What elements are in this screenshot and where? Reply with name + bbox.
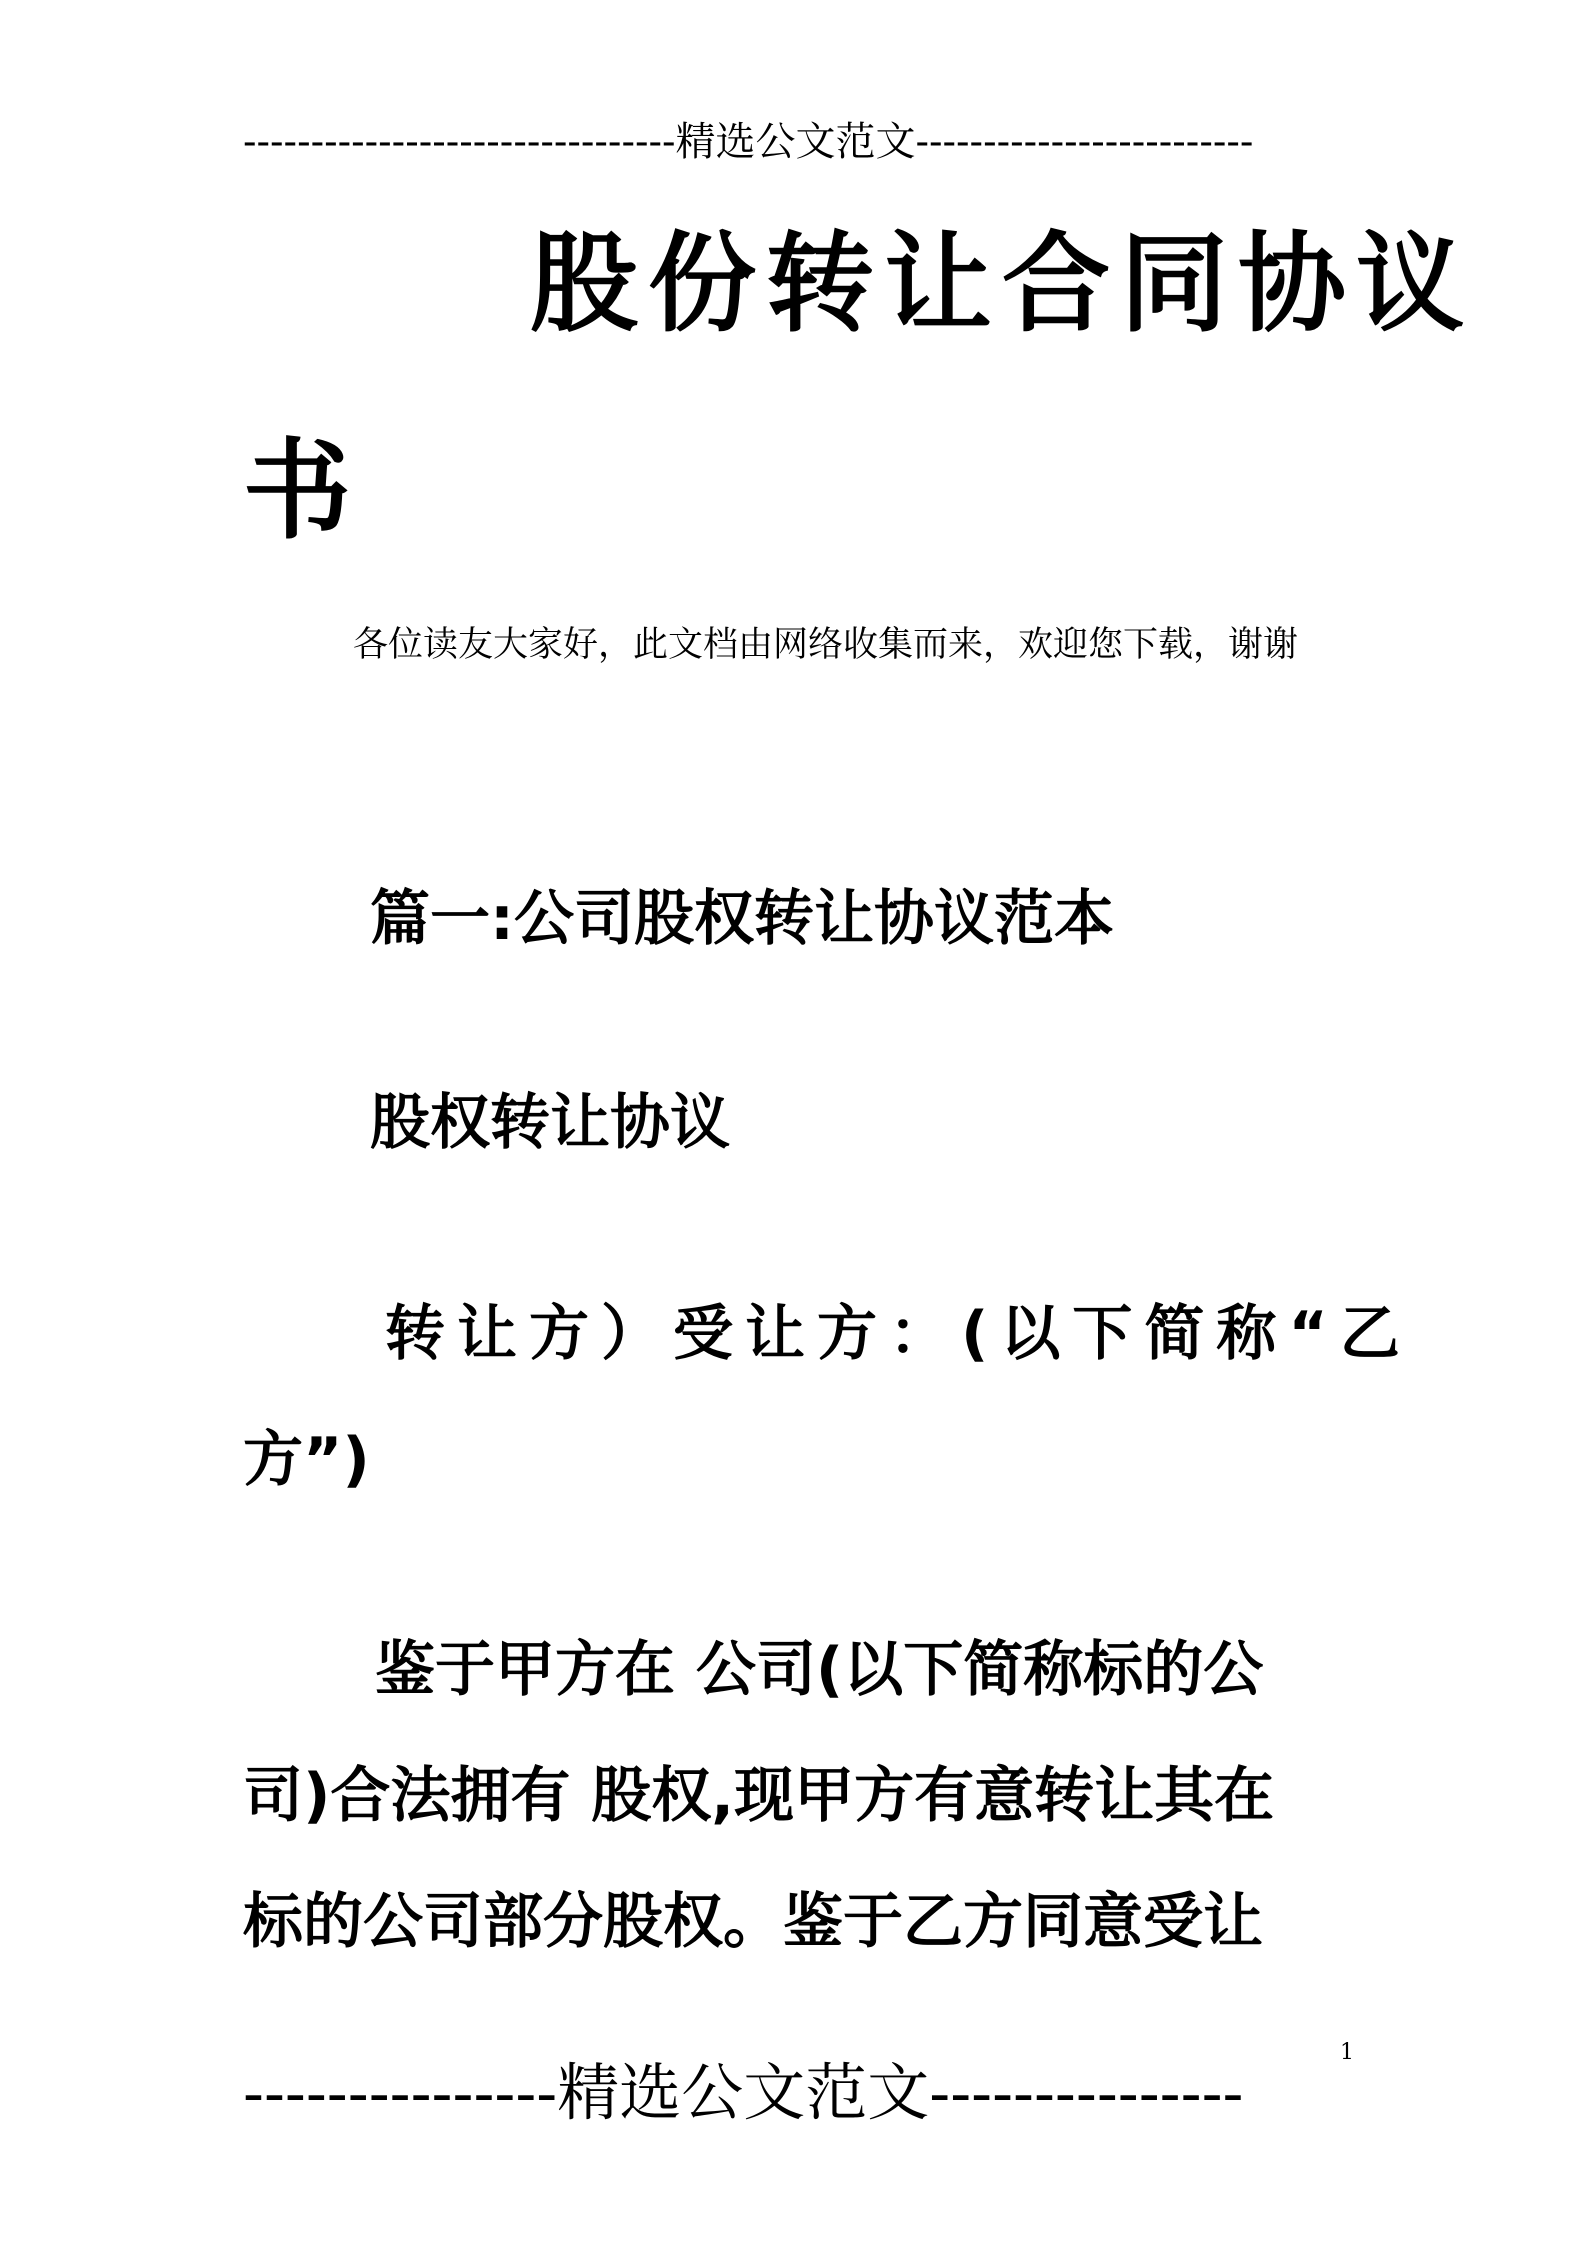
paragraph-whereas-line-2: 司)合法拥有 股权,现甲方有意转让其在	[243, 1761, 1275, 1831]
paragraph-whereas-line-1: 鉴于甲方在 公司(以下简称标的公	[375, 1635, 1264, 1705]
paragraph-whereas-line-3: 标的公司部分股权。鉴于乙方同意受让	[243, 1887, 1263, 1957]
page-footer: ---------------精选公文范文---------------	[243, 2056, 1244, 2129]
agreement-subheading: 股权转让协议	[370, 1088, 730, 1158]
paragraph-parties-line-2: 方”)	[243, 1425, 370, 1495]
paragraph-parties-line-1: 转让方）受让方：(以下简称“乙	[385, 1299, 1412, 1369]
page-number: 1	[1340, 2040, 1354, 2065]
greeting-text: 各位读友大家好，此文档由网络收集而来，欢迎您下载，谢谢	[353, 625, 1299, 665]
page-header: --------------------------------精选公文范文-------------------------	[243, 119, 1254, 165]
document-title-line-2: 书	[243, 429, 352, 554]
document-title-line-1: 股份转让合同协议	[530, 222, 1475, 347]
section-heading: 篇一:公司股权转让协议范本	[370, 884, 1114, 954]
